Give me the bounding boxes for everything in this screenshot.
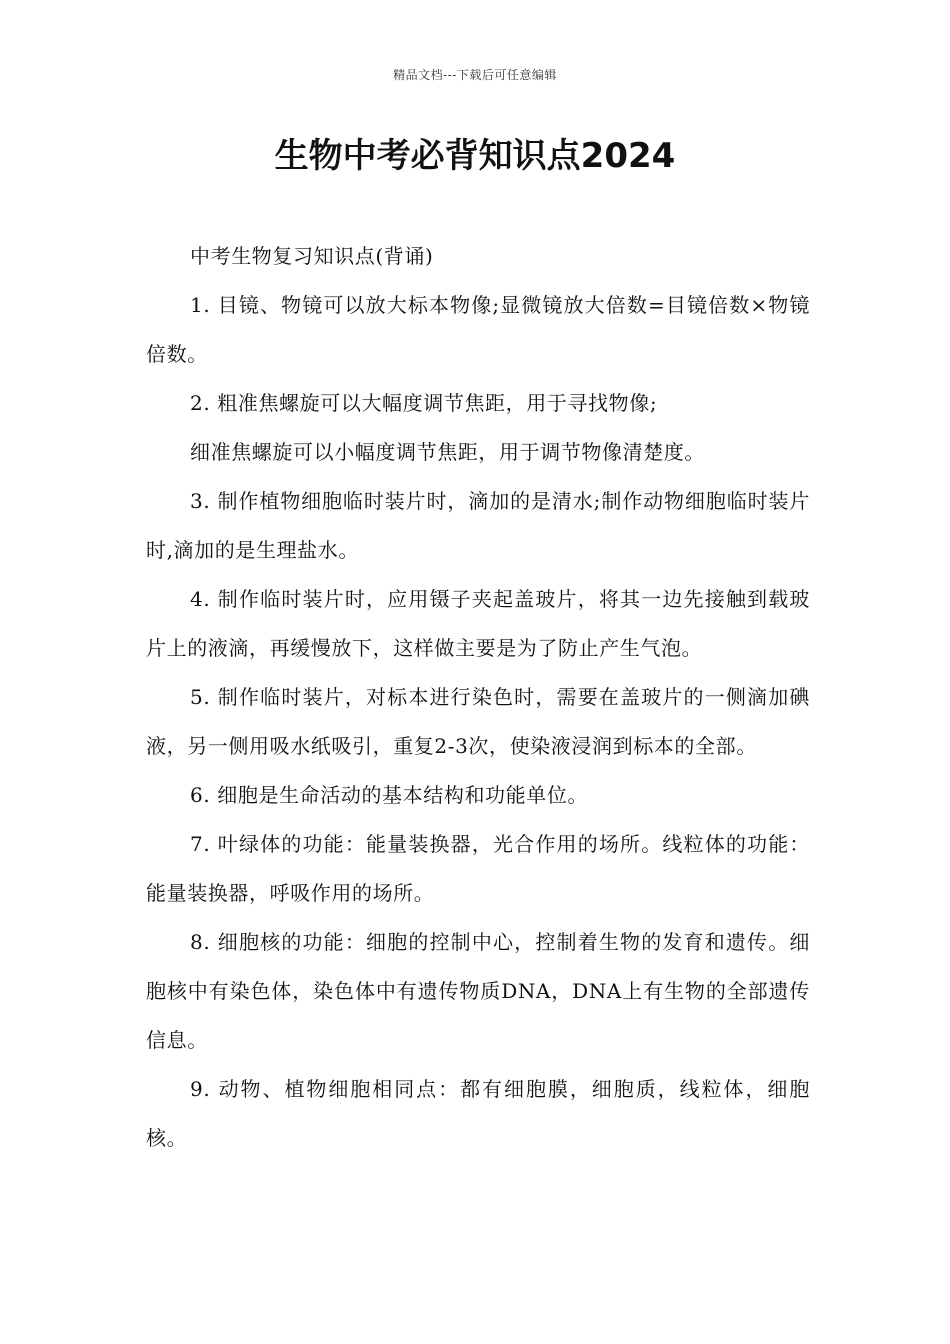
paragraph-4: 4. 制作临时装片时，应用镊子夹起盖玻片，将其一边先接触到载玻片上的液滴，再缓慢放下，这样做主要是为了防止产生气泡。 (146, 587, 810, 660)
paragraph-intro: 中考生物复习知识点(背诵) (190, 244, 434, 268)
paragraph-1: 1. 目镜、物镜可以放大标本物像;显微镜放大倍数=目镜倍数×物镜倍数。 (146, 293, 810, 366)
paragraph-2: 2. 粗准焦螺旋可以大幅度调节焦距，用于寻找物像; (190, 391, 658, 415)
paragraph-9: 9. 动物、植物细胞相同点：都有细胞膜，细胞质，线粒体，细胞核。 (146, 1077, 810, 1150)
paragraph-2-continued: 细准焦螺旋可以小幅度调节焦距，用于调节物像清楚度。 (190, 440, 705, 464)
paragraph-5: 5. 制作临时装片，对标本进行染色时，需要在盖玻片的一侧滴加碘液，另一侧用吸水纸吸引，重复2-3次，使染液浸润到标本的全部。 (146, 685, 810, 758)
paragraph-7: 7. 叶绿体的功能：能量装换器，光合作用的场所。线粒体的功能：能量装换器，呼吸作用的场所。 (146, 832, 810, 905)
paragraph-6: 6. 细胞是生命活动的基本结构和功能单位。 (190, 783, 589, 807)
document-title: 生物中考必背知识点2024 (274, 136, 676, 176)
header-note: 精品文档---下载后可任意编辑 (393, 68, 557, 82)
paragraph-8: 8. 细胞核的功能：细胞的控制中心，控制着生物的发育和遗传。细胞核中有染色体，染色体中有遗传物质DNA，DNA上有生物的全部遗传信息。 (146, 930, 810, 1052)
document-body (146, 232, 810, 1163)
paragraph-3: 3. 制作植物细胞临时装片时，滴加的是清水;制作动物细胞临时装片时,滴加的是生理盐水。 (146, 489, 810, 562)
